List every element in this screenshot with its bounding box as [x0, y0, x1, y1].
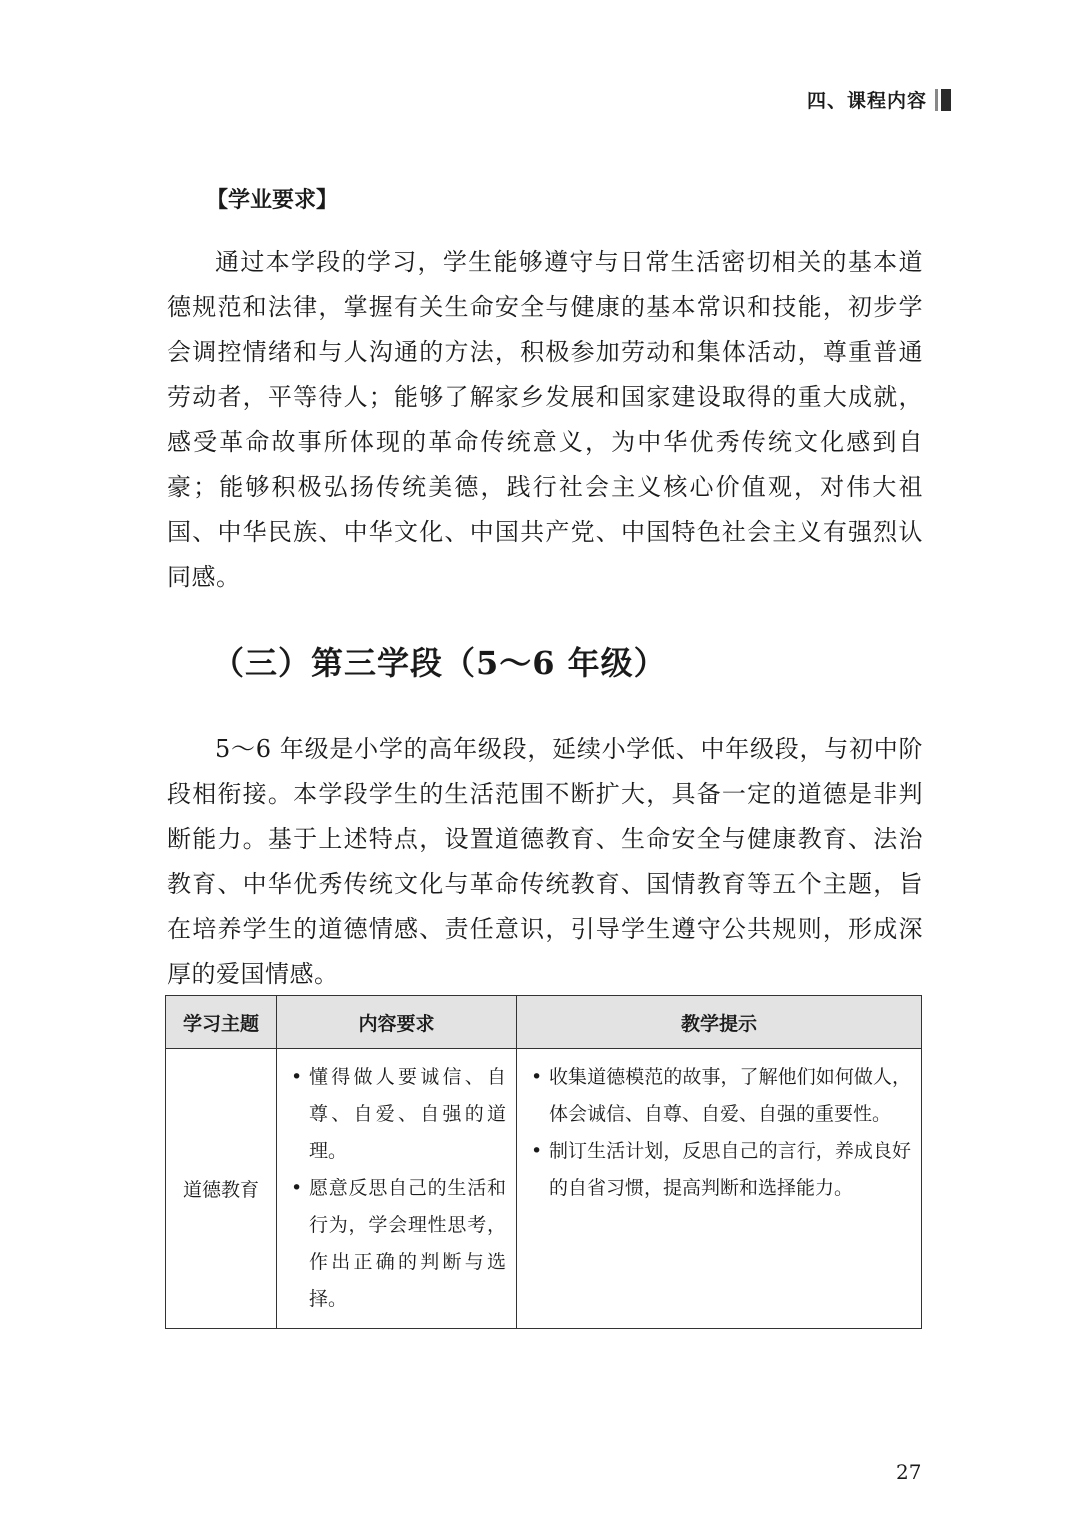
- requirement-item: • 愿意反思自己的生活和行为，学会理性思考，作出正确的判断与选择。: [291, 1170, 506, 1318]
- table-header-row: [166, 996, 922, 1049]
- requirement-item: • 懂得做人要诚信、自尊、自爱、自强的道理。: [291, 1059, 506, 1170]
- page-number: 27: [896, 1460, 922, 1484]
- section-intro-paragraph: 5～6 年级是小学的高年级段，延续小学低、中年级段，与初中阶段相衔接。本学段学生的生活范围不断扩大，具备一定的道德是非判断能力。基于上述特点，设置道德教育、生命安全与健康教育、法治教育、中华优秀传统文化与革命传统教育、国情教育等五个主题，旨在培养学生的道德情感、责任意识，引导学生遵守公共规则，形成深厚的爱国情感。: [167, 735, 923, 988]
- header-bar-icon: [935, 89, 951, 111]
- curriculum-table: [165, 995, 922, 1329]
- requirement-body: [167, 240, 923, 600]
- header-topic: 学习主题: [166, 996, 277, 1049]
- section-body: [167, 727, 923, 997]
- table-row: [166, 1049, 922, 1329]
- section-title: （三）第三学段（5～6 年级）: [212, 644, 667, 682]
- running-header-title: 四、课程内容: [806, 90, 927, 112]
- running-header: [807, 86, 951, 113]
- header-tips: 教学提示: [517, 996, 922, 1049]
- requirements-cell: [277, 1049, 517, 1329]
- topic-cell: 道德教育: [166, 1049, 277, 1329]
- tip-item: • 制订生活计划，反思自己的言行，养成良好的自省习惯，提高判断和选择能力。: [531, 1133, 911, 1207]
- requirement-heading: 【学业要求】: [206, 188, 339, 213]
- tip-item: • 收集道德模范的故事，了解他们如何做人，体会诚信、自尊、自爱、自强的重要性。: [531, 1059, 911, 1133]
- requirement-paragraph: 通过本学段的学习，学生能够遵守与日常生活密切相关的基本道德规范和法律，掌握有关生命安全与健康的基本常识和技能，初步学会调控情绪和与人沟通的方法，积极参加劳动和集体活动，尊重普通劳动者，平等待人；能够了解家乡发展和国家建设取得的重大成就，感受革命故事所体现的革命传统意义，为中华优秀传统文化感到自豪；能够积极弘扬传统美德，践行社会主义核心价值观，对伟大祖国、中华民族、中华文化、中国共产党、中国特色社会主义有强烈认同感。: [167, 248, 923, 591]
- tips-cell: [517, 1049, 922, 1329]
- header-requirements: 内容要求: [277, 996, 517, 1049]
